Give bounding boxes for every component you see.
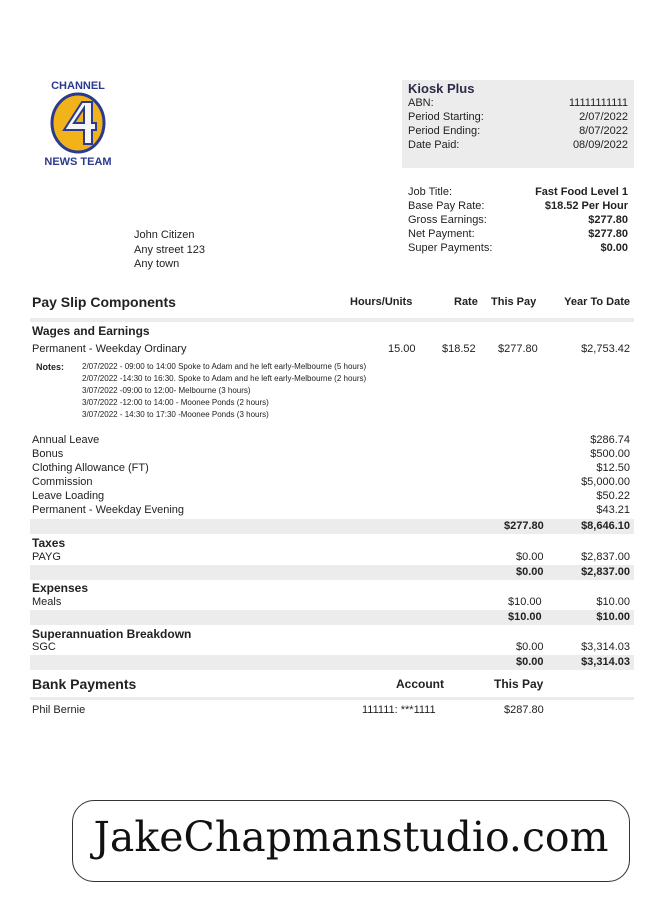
tax-label: PAYG <box>32 551 61 563</box>
super-label: SGC <box>32 641 56 653</box>
date-paid-row <box>408 139 628 153</box>
taxes-title: Taxes <box>32 536 66 550</box>
base-rate-value: $18.52 Per Hour <box>544 200 628 212</box>
note-line: 3/07/2022 - 14:30 to 17:30 -Moonee Ponds (3 hours) <box>82 410 269 419</box>
bank-col-this-pay: This Pay <box>494 677 544 691</box>
expenses-total-ytd: $10.00 <box>596 611 630 623</box>
job-title-label: Job Title: <box>408 186 453 198</box>
period-start-label: Period Starting: <box>408 111 484 123</box>
job-title-row <box>408 186 628 200</box>
wages-total-ytd: $8,646.10 <box>581 520 630 532</box>
company-name: Kiosk Plus <box>408 81 475 96</box>
taxes-total-row <box>30 565 634 580</box>
job-title-value: Fast Food Level 1 <box>535 186 628 198</box>
watermark-text: JakeChapmanstudio.com <box>93 813 609 861</box>
bank-payee: Phil Bernie <box>32 704 86 716</box>
employee-street: Any street 123 <box>134 244 205 256</box>
wage-row-ordinary <box>30 343 634 356</box>
earning-ytd: $12.50 <box>596 462 630 474</box>
super-payments-row <box>408 242 628 256</box>
net-row <box>408 228 628 242</box>
base-rate-label: Base Pay Rate: <box>408 200 485 212</box>
abn-row <box>408 97 628 111</box>
note-line: 3/07/2022 -12:00 to 14:00 - Moonee Ponds (2 hours) <box>82 398 269 407</box>
super-section-header <box>30 627 634 640</box>
super-total-this-pay: $0.00 <box>516 656 544 668</box>
expenses-total-row <box>30 610 634 625</box>
earning-label: Bonus <box>32 448 64 460</box>
super-payments-value: $0.00 <box>600 242 628 254</box>
earning-row <box>30 490 634 503</box>
earning-row <box>30 476 634 489</box>
gross-label: Gross Earnings: <box>408 214 487 226</box>
wages-total-row <box>30 519 634 534</box>
wage-hours: 15.00 <box>388 343 416 355</box>
bank-account: 111111: ***1111 <box>362 704 436 716</box>
logo-bottom-text: NEWS TEAM <box>44 156 112 168</box>
col-hours: Hours/Units <box>350 296 413 308</box>
wages-total-this-pay: $277.80 <box>504 520 544 532</box>
wage-label: Permanent - Weekday Ordinary <box>32 343 187 355</box>
header-divider <box>30 318 634 322</box>
earning-label: Permanent - Weekday Evening <box>32 504 185 516</box>
channel-4-logo-icon <box>50 92 106 154</box>
super-total-ytd: $3,314.03 <box>581 656 630 668</box>
period-end-label: Period Ending: <box>408 125 481 137</box>
wages-section-header <box>30 324 634 337</box>
gross-value: $277.80 <box>588 214 628 226</box>
date-paid-value: 08/09/2022 <box>572 139 628 151</box>
components-title: Pay Slip Components <box>32 294 176 310</box>
taxes-section-header <box>30 536 634 549</box>
watermark-box <box>72 800 630 882</box>
base-rate-row <box>408 200 628 214</box>
bank-divider <box>30 697 634 700</box>
col-rate: Rate <box>454 296 478 308</box>
wage-ytd: $2,753.42 <box>581 343 630 355</box>
earning-ytd: $5,000.00 <box>581 476 630 488</box>
bank-row <box>30 704 634 717</box>
taxes-total-ytd: $2,837.00 <box>581 566 630 578</box>
period-end-row <box>408 125 628 139</box>
earning-ytd: $50.22 <box>596 490 630 502</box>
period-start-value: 2/07/2022 <box>579 111 628 123</box>
period-start-row <box>408 111 628 125</box>
employee-name: John Citizen <box>134 229 195 241</box>
notes-label: Notes: <box>36 362 65 372</box>
expense-label: Meals <box>32 596 62 608</box>
expenses-section-header <box>30 581 634 594</box>
wages-title: Wages and Earnings <box>32 324 150 338</box>
note-line: 2/07/2022 -14:30 to 16:30. Spoke to Adam and he left early-Melbourne (2 hours) <box>82 374 367 383</box>
expense-row <box>30 596 634 609</box>
earning-label: Leave Loading <box>32 490 105 502</box>
tax-this-pay: $0.00 <box>516 551 544 563</box>
components-header <box>30 295 634 313</box>
super-this-pay: $0.00 <box>516 641 544 653</box>
super-payments-label: Super Payments: <box>408 242 493 254</box>
earning-row <box>30 434 634 447</box>
company-info-box <box>402 80 634 168</box>
note-line: 3/07/2022 -09:00 to 12:00- Melbourne (3 hours) <box>82 386 251 395</box>
earning-label: Commission <box>32 476 93 488</box>
earning-label: Annual Leave <box>32 434 100 446</box>
bank-header <box>30 676 634 694</box>
net-value: $277.80 <box>588 228 628 240</box>
earning-row <box>30 504 634 517</box>
wage-rate: $18.52 <box>442 343 476 355</box>
logo-top-text: CHANNEL <box>51 80 105 92</box>
abn-value: 11111111111 <box>568 97 628 109</box>
bank-col-account: Account <box>396 677 444 691</box>
earning-ytd: $500.00 <box>590 448 630 460</box>
bank-title: Bank Payments <box>32 676 137 692</box>
net-label: Net Payment: <box>408 228 475 240</box>
date-paid-label: Date Paid: <box>408 139 460 151</box>
col-ytd: Year To Date <box>564 296 630 308</box>
super-title: Superannuation Breakdown <box>32 627 192 641</box>
employee-town: Any town <box>134 258 180 270</box>
period-end-value: 8/07/2022 <box>579 125 628 137</box>
gross-row <box>408 214 628 228</box>
expenses-total-this-pay: $10.00 <box>508 611 542 623</box>
super-ytd: $3,314.03 <box>581 641 630 653</box>
note-line: 2/07/2022 - 09:00 to 14:00 Spoke to Adam and he left early-Melbourne (5 hours) <box>82 362 367 371</box>
earning-row <box>30 448 634 461</box>
tax-ytd: $2,837.00 <box>581 551 630 563</box>
tax-row <box>30 551 634 564</box>
expense-this-pay: $10.00 <box>508 596 542 608</box>
company-logo <box>36 80 120 170</box>
earning-label: Clothing Allowance (FT) <box>32 462 149 474</box>
taxes-total-this-pay: $0.00 <box>516 566 544 578</box>
super-row <box>30 641 634 654</box>
bank-amount: $287.80 <box>504 704 544 716</box>
expense-ytd: $10.00 <box>596 596 630 608</box>
wage-this-pay: $277.80 <box>498 343 538 355</box>
earning-row <box>30 462 634 475</box>
earning-ytd: $286.74 <box>590 434 630 446</box>
earning-ytd: $43.21 <box>596 504 630 516</box>
super-total-row <box>30 655 634 670</box>
abn-label: ABN: <box>408 97 434 109</box>
col-this-pay: This Pay <box>491 296 537 308</box>
expenses-title: Expenses <box>32 581 89 595</box>
